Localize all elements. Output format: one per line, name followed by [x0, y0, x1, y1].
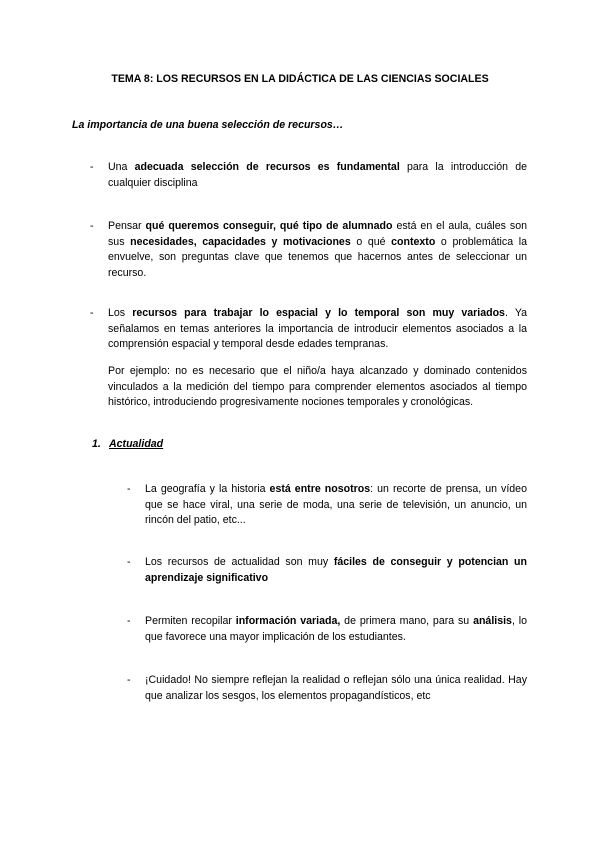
- bullet-text: [108, 306, 527, 353]
- text-run: Los: [108, 307, 133, 319]
- bullet-text: [145, 555, 527, 586]
- text-run: La geografía y la historia: [145, 483, 270, 495]
- bold-run: fáciles de conseguir y potencian un aprendizaje significativo: [145, 556, 527, 584]
- text-run: , lo que favorece una mayor implicación de los estudiantes.: [145, 615, 527, 643]
- section-subtitle: La importancia de una buena selección de recursos…: [72, 119, 344, 131]
- text-run: Pensar: [108, 220, 146, 232]
- text-run: está en el aula, cuáles son sus: [108, 220, 528, 248]
- bullet-dash: -: [127, 483, 131, 495]
- bullet-text: [145, 482, 527, 529]
- text-run: para la introducción de cualquier disciplina: [108, 161, 527, 189]
- text-run: . Ya señalamos en temas anteriores la importancia de introducir elementos asociados a la comprensión espacial y temporal desde edades tempranas.: [108, 307, 527, 350]
- bold-run: recursos para trabajar lo espacial y lo temporal son muy variados: [132, 307, 505, 319]
- bold-run: adecuada selección de recursos es fundamental: [134, 161, 400, 173]
- bullet-dash: -: [127, 674, 131, 686]
- bullet-text: [108, 160, 527, 191]
- text-run: Los recursos de actualidad son muy: [145, 556, 334, 568]
- bold-run: contexto: [391, 235, 436, 248]
- bold-run: información variada,: [235, 615, 341, 627]
- text-run: o problemática la envuelve, son preguntas clave que tenemos que hacernos antes de seleccionar un recurso.: [108, 235, 527, 279]
- bold-run: análisis: [473, 615, 512, 627]
- text-run: : un recorte de prensa, un vídeo que se hace viral, una serie de moda, una serie de televisión, un anuncio, un rincón del patio, etc...: [145, 483, 527, 526]
- bullet-dash: -: [127, 615, 131, 627]
- bold-run: está entre nosotros: [269, 483, 371, 495]
- document-title: TEMA 8: LOS RECURSOS EN LA DIDÁCTICA DE LAS CIENCIAS SOCIALES: [111, 73, 489, 85]
- bullet-dash: -: [90, 220, 94, 232]
- section-heading-actualidad: [92, 437, 163, 453]
- bullet-text: ¡Cuidado! No siempre reflejan la realidad o reflejan sólo una única realidad. Hay que analizar los sesgos, los elementos propagandísticos, etc: [145, 674, 527, 702]
- bullet-text: [108, 219, 527, 281]
- bullet-text: [145, 614, 527, 645]
- bold-run: qué queremos conseguir, qué tipo de alumnado: [145, 220, 393, 232]
- bullet-dash: -: [127, 556, 131, 568]
- text-run: de primera mano, para su: [340, 615, 474, 627]
- text-run: o qué: [350, 235, 392, 248]
- example-paragraph: Por ejemplo: no es necesario que el niño/a haya alcanzado y dominado contenidos vinculados a la medición del tiempo para comprender elementos asociados al tiempo histórico, introduciendo progresivamente nociones temporales y cronológicas.: [108, 365, 527, 408]
- bullet-dash: -: [90, 307, 94, 319]
- section-label: Actualidad: [109, 438, 164, 450]
- section-number: 1.: [92, 438, 101, 450]
- bullet-dash: -: [90, 161, 94, 173]
- bold-run: necesidades, capacidades y motivaciones: [130, 235, 351, 248]
- text-run: Permiten recopilar: [145, 615, 236, 627]
- text-run: Una: [108, 161, 135, 173]
